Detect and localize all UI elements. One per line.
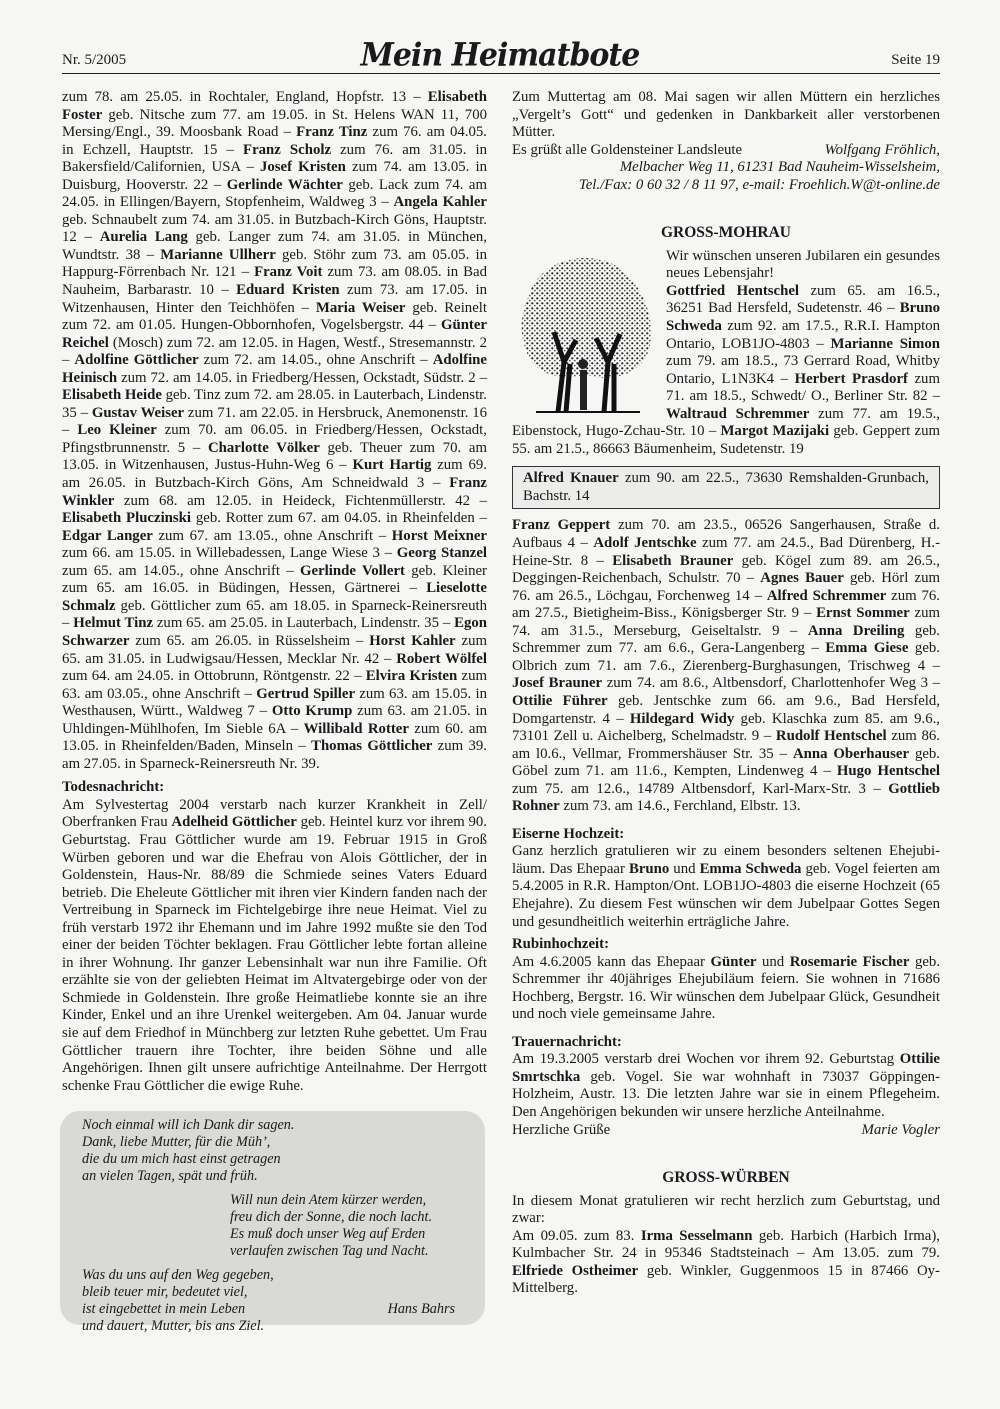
text-run: zum 74. am 8.6., Altbensdorf, Charlottenhofer Weg 3 – xyxy=(602,675,940,692)
text-run: zum 74. am 13.05. in Duisburg, Hooverstr. 22 – xyxy=(62,159,488,193)
person-name: Adolf Jentschke xyxy=(593,535,697,552)
person-name: Marianne Simon xyxy=(830,335,940,352)
gross-mohrau-intro: Wir wünschen unseren Jubilaren ein gesundes neues Lebensjahr! xyxy=(666,247,940,282)
text-run: geb. Kleiner zum 65. am 16.05. in Büdingen, Hessen, Gärtnerei – xyxy=(62,562,487,597)
poem-line: Noch einmal will ich Dank dir sagen. xyxy=(82,1117,295,1134)
text-run: zum 90. am 22.5., 73630 Remshalden-Grunbach, Bachstr. 14 xyxy=(523,470,929,504)
poem-box xyxy=(60,1111,485,1335)
poem-line: Es muß doch unser Weg auf Erden xyxy=(230,1226,426,1243)
text-run: geb. Geppert zum 55. am 21.5., 86663 Bäumenheim, Sudetenstr. 19 xyxy=(512,423,940,457)
poem-author: Hans Bahrs xyxy=(387,1301,455,1318)
gross-mohrau-more-birthdays xyxy=(512,517,940,815)
poem-line: freu dich der Sonne, die noch lacht. xyxy=(230,1209,432,1226)
mourning-signature-row xyxy=(512,1122,940,1140)
person-name: Elisabeth Foster xyxy=(62,89,487,123)
person-name: Helmut Tinz xyxy=(73,615,154,632)
person-name: Gerlinde Vollert xyxy=(300,562,405,579)
person-name: Georg Stanzel xyxy=(396,545,487,562)
text-run: Am 19.3.2005 verstarb drei Wochen vor ihrem 92. Geburtstag xyxy=(512,1051,900,1068)
person-name: Herbert Prasdorf xyxy=(794,370,908,387)
text-run: geb. Tinz zum 72. am 28.05. in Lauterbach, Lindenstr. 35 – xyxy=(62,387,487,421)
text-run: und xyxy=(756,953,790,970)
person-name: Robert Wölfel xyxy=(396,650,487,667)
person-name: Agnes Bauer xyxy=(760,570,844,587)
text-run: zum 69. am 26.05. in Butzbach-Kirch Göns, Am Schneidwald 3 – xyxy=(62,457,487,492)
person-name: Adolfine Heinisch xyxy=(62,352,487,386)
person-name: Bruno Schweda xyxy=(666,300,940,335)
person-name: Anna Dreiling xyxy=(807,622,905,639)
poem-stanza-2 xyxy=(230,1192,432,1260)
text-run: geb. Schremmer ihr 40jähriges Ehejubiläum feiern. Sie wohnen in 71686 Hochberg, Bergstr. 16. Wir wünschen dem Jubelpaar Glück, Gesundheit und noch viele gemeinsame Jahre. xyxy=(512,953,941,1023)
highlighted-birthday-box xyxy=(512,466,940,509)
text-run: Ganz herzlich gratulieren wir zu einem besonders seltenen Ehejubiläum. Das Ehepaar xyxy=(512,843,940,877)
text-run: geb. Nitsche zum 77. am 19.05. in St. Helens WAN 11, 700 Mersing/Engl., 39. Moosbank Road – xyxy=(62,106,487,141)
person-name: Charlotte Völker xyxy=(207,439,320,456)
person-name: Maria Weiser xyxy=(315,299,406,316)
iron-wedding-body xyxy=(512,843,940,931)
person-name: Franz Tinz xyxy=(296,124,368,141)
text-run: geb. Stöhr zum 73. am 05.05. in Happurg-Förrenbach Nr. 121 – xyxy=(62,246,487,281)
text-run: geb. Göttlicher zum 65. am 18.05. in Sparneck-Reinersreuth – xyxy=(62,597,487,632)
person-name: Alfred Knauer xyxy=(523,470,619,487)
header-divider xyxy=(62,73,940,74)
page-number: Seite 19 xyxy=(891,52,940,68)
person-name: Franz Scholz xyxy=(243,141,332,158)
text-run: zum 71. am 22.05. in Hersbruck, Anemonenstr. 16 – xyxy=(62,404,488,439)
person-name: Irma Sesselmann xyxy=(640,1227,753,1244)
person-name: Josef Kristen xyxy=(259,159,346,176)
person-name: Gustav Weiser xyxy=(91,404,185,421)
person-name: Angela Kahler xyxy=(393,194,487,211)
text-run: zum 76. am 27.5., Bietigheim-Biss., Königsberger Str. 9 – xyxy=(512,587,941,622)
ruby-wedding-heading: Rubinhochzeit: xyxy=(512,936,610,953)
text-run: geb. Olbrich zum 71. am 7.6., Zierenberg-Burghasungen, Trischweg 4 – xyxy=(512,640,940,674)
person-name: Gottlieb Rohner xyxy=(512,780,940,815)
person-name: Emma Schweda xyxy=(699,860,802,877)
text-run: geb. Vogel feierten am 5.4.2005 in R.R. Hampton/Ont. LOB1JO-4803 die eiserne Hochzeit (65 Ehejahre). Zu diesem Fest wünschen wir dem Jubelpaar Gottes Segen und gesundheitlich weiterhin erträgliche Jahre. xyxy=(512,860,940,930)
person-name: Waltraud Schremmer xyxy=(666,405,810,422)
text-run: geb. Jentschke zum 66. am 9.6., Bad Hersfeld, Domgartenstr. 4 – xyxy=(512,692,940,727)
text-run: zum 70. am 06.05. in Friedberg/Hessen, Ockstadt, Pfingstbrunnenstr. 5 – xyxy=(62,422,487,456)
mourning-heading: Trauernachricht: xyxy=(512,1033,622,1050)
text-run: zum 65. am 14.05., ohne Anschrift – xyxy=(62,562,301,579)
person-name: Gottfried Hentschel xyxy=(666,282,800,299)
person-name: Marianne Ullherr xyxy=(160,246,276,263)
text-run: zum 77. am 19.5., Eibenstock, Hugo-Zchau-Str. 10 – xyxy=(512,405,940,440)
greeting: Es grüßt alle Goldensteiner Landsleute xyxy=(512,141,743,158)
text-run: zum 73. am 17.05. in Witzenhausen, Hinter den Teichhöfen – xyxy=(62,282,488,316)
person-name: Ottilie Führer xyxy=(512,692,608,709)
person-name: Horst Kahler xyxy=(369,632,456,649)
person-name: Bruno xyxy=(628,860,670,877)
text-run: geb. Schnaubelt zum 74. am 31.05. in Butzbach-Kirch Göns, Hauptstr. 12 – xyxy=(62,211,487,246)
person-name: Gerlinde Wächter xyxy=(226,176,343,193)
person-name: Günter Reichel xyxy=(62,317,487,351)
person-name: Günter xyxy=(710,953,757,970)
person-name: Alfred Schremmer xyxy=(766,587,887,604)
person-name: Kurt Hartig xyxy=(352,457,432,474)
poem-line: die du um mich hast einst getragen xyxy=(82,1151,281,1168)
text-run: geb. Lack zum 74. am 24.05. in Ellingen/Bayern, Stopfenheim, Waldweg 3 – xyxy=(62,176,487,211)
section-title-gross-mohrau: GROSS-MOHRAU xyxy=(660,224,792,242)
text-run: geb. Reinelt zum 72. am 01.05. Hungen-Obbornhofen, Vogelsbergstr. 44 – xyxy=(62,299,487,334)
poem-stanza-3 xyxy=(82,1267,274,1335)
text-run: zum 65. am 26.05. in Rüsselsheim – xyxy=(129,632,370,649)
person-name: Josef Brauner xyxy=(512,675,603,692)
text-run: zum 65. am 16.5., 36251 Bad Hersfeld, Sudetenstr. 46 – xyxy=(666,282,940,317)
tree-illustration xyxy=(516,252,656,417)
person-name: Rosemarie Fischer xyxy=(789,953,910,970)
person-name: Adolfine Göttlicher xyxy=(74,352,199,369)
text-run: geb. Langer zum 74. am 31.05. in München, Wundtstr. 38 – xyxy=(62,229,487,263)
text-run: geb. Vogel. Sie war wohnhaft in 73037 Göppingen-Holzheim, Austr. 13. Die letzten Jahre war sie in einem Pflegeheim. Den Angehörigen bekunden wir unsere herzliche Anteilnahme. xyxy=(512,1068,940,1120)
text-run: geb. Göbel zum 71. am 11.6., Kempten, Lindenweg 4 – xyxy=(512,745,941,780)
poem-line: an vielen Tagen, spät und früh. xyxy=(82,1168,258,1185)
poem-line: Dank, liebe Mutter, für die Müh’, xyxy=(82,1134,271,1151)
person-name: Gertrud Spiller xyxy=(256,685,356,702)
mourning-signature: Marie Vogler xyxy=(861,1121,940,1138)
poem-line: Was du uns auf den Weg gegeben, xyxy=(82,1267,274,1284)
death-notice-body xyxy=(62,797,487,1095)
signature-address: Melbacher Weg 11, 61231 Bad Nauheim-Wisselsheim, xyxy=(619,159,940,176)
text-run: geb. Rotter zum 67. am 04.05. in Rheinfelden – xyxy=(191,510,487,527)
person-name: Elisabeth Pluczinski xyxy=(62,510,192,527)
text-run: geb. Theuer zum 70. am 13.05. in Witzenhausen, Justus-Huhn-Weg 6 – xyxy=(62,439,488,474)
text-run: zum 63. am 15.05. in Westhausen, Württ., Waldweg 7 – xyxy=(62,685,487,720)
poem-line: bleib teuer mir, bedeutet viel, xyxy=(82,1284,248,1301)
poem-line: verlaufen zwischen Tag und Nacht. xyxy=(230,1243,429,1260)
person-name: Egon Schwarzer xyxy=(62,615,487,649)
ruby-wedding-body xyxy=(512,954,940,1024)
birthday-list xyxy=(62,89,487,773)
death-notice-heading: Todesnachricht: xyxy=(62,779,165,796)
poem-stanza-1 xyxy=(82,1117,294,1185)
person-name: Franz Geppert xyxy=(512,517,611,534)
text-run: zum 76. am 31.05. in Bakersfield/Californien, USA – xyxy=(62,141,488,176)
text-run: zum 68. am 12.05. in Heideck, Fichtenmüllerstr. 42 – xyxy=(114,492,487,509)
text-run: zum 39. am 27.05. in Sparneck-Reinersreuth Nr. 39. xyxy=(62,738,487,772)
right-column xyxy=(512,89,940,1298)
text-run: zum 78. am 25.05. in Rochtaler, England, Hopfstr. 13 – xyxy=(62,89,428,105)
person-name: Margot Mazijaki xyxy=(720,423,830,440)
text-run: zum 64. am 24.05. in Ottobrunn, Röntgenstr. 22 – xyxy=(62,668,366,685)
text-run: zum 75. am 12.6., 14789 Altbensdorf, Karl-Marx-Str. 3 – xyxy=(512,780,889,797)
person-name: Hildegard Widy xyxy=(629,710,735,727)
person-name: Thomas Göttlicher xyxy=(311,738,433,755)
person-name: Elisabeth Brauner xyxy=(612,552,734,569)
text-run: Am 09.05. zum 83. xyxy=(512,1227,635,1244)
person-name: Anna Oberhauser xyxy=(792,745,910,762)
signature-name: Wolfgang Fröhlich, xyxy=(824,141,940,158)
text-run: Am Sylvestertag 2004 verstarb nach kurzer Krankheit in Zell/ Oberfranken Frau xyxy=(62,796,487,831)
person-name: Hugo Hentschel xyxy=(836,763,940,780)
text-run: zum 65. am 25.05. in Lauterbach, Lindenstr. 35 – xyxy=(153,615,455,632)
person-name: Ottilie Smrtschka xyxy=(512,1051,940,1085)
iron-wedding-heading: Eiserne Hochzeit: xyxy=(512,825,625,842)
text-run: zum 72. am 14.05., ohne Anschrift – xyxy=(198,352,433,369)
text-run: geb. Hörl zum 76. am 26.5., Löchgau, Forchenweg 14 – xyxy=(512,570,940,604)
text-run: zum 72. am 14.05. in Friedberg/Hessen, Ockstadt, Südstr. 2 – xyxy=(117,369,487,386)
newspaper-logo: Mein Heimatbote xyxy=(360,37,640,74)
poem-line: und dauert, Mutter, bis ans Ziel. xyxy=(82,1318,265,1335)
text-run: zum 71. am 18.5., Schwedt/ O., Berliner Str. 82 – xyxy=(666,370,940,405)
text-run: und xyxy=(669,860,700,877)
text-run: zum 74. am 31.5., Merseburg, Geiseltalstr. 9 – xyxy=(512,605,940,639)
section-title-gross-wuerben: GROSS-WÜRBEN xyxy=(662,1169,790,1187)
text-run: zum 76. am 04.05. in Echzell, Hauptstr. 15 – xyxy=(62,124,487,158)
text-run: zum 63. am 03.05., ohne Anschrift – xyxy=(62,668,488,702)
person-name: Franz Winkler xyxy=(62,475,487,509)
text-run: zum 63. am 21.05. in Uhldingen-Mühlhofen, Im Sieble 6A – xyxy=(62,703,488,737)
text-run: Am 4.6.2005 kann das Ehepaar xyxy=(512,953,711,970)
person-name: Aurelia Lang xyxy=(99,229,188,246)
text-run: geb. Winkler, Guggenmoos 15 in 87466 Oy-Mittelberg. xyxy=(512,1262,940,1297)
person-name: Eduard Kristen xyxy=(236,282,340,299)
person-name: Elfriede Ostheimer xyxy=(512,1262,639,1279)
text-run: zum 65. am 31.05. in Ludwigsau/Hessen, Mecklar Nr. 42 – xyxy=(62,632,487,667)
signature-contact: Tel./Fax: 0 60 32 / 8 11 97, e-mail: Froehlich.W@t-online.de xyxy=(578,176,940,193)
text-run: zum 67. am 13.05., ohne Anschrift – xyxy=(152,527,392,544)
person-name: Otto Krump xyxy=(271,703,353,720)
person-name: Emma Giese xyxy=(825,640,909,657)
person-name: Adelheid Göttlicher xyxy=(171,814,297,831)
text-run: In diesem Monat gratulieren wir recht herzlich zum Geburtstag, und zwar: xyxy=(512,1192,940,1227)
person-name: Edgar Langer xyxy=(62,527,153,544)
text-run: zum 86. am l0.6., Vellmar, Frommershäuser Str. 35 – xyxy=(512,728,941,762)
text-run: zum 66. am 15.05. in Willebadessen, Lange Wiese 3 – xyxy=(62,545,397,562)
person-name: Willibald Rotter xyxy=(303,720,409,737)
text-run: zum 60. am 13.05. in Rheinfelden/Baden, Minseln – xyxy=(62,720,487,755)
mothers-day-message: Zum Muttertag am 08. Mai sagen wir allen Müttern ein herzliches „Vergelt’s Gott“ und gedenken in Dankbarkeit aller verstorbenen Mütter. xyxy=(512,89,940,141)
greeting-row xyxy=(512,142,940,160)
person-name: Lieselotte Schmalz xyxy=(62,580,487,614)
text-run: geb. Klaschka zum 85. am 9.6., 73101 Zell u. Aichelberg, Schelmadstr. 9 – xyxy=(512,710,940,745)
text-run: (Mosch) zum 72. am 12.05. in Hagen, Westf., Stresemannstr. 2 – xyxy=(62,334,487,369)
issue-number: Nr. 5/2005 xyxy=(62,52,127,68)
person-name: Franz Voit xyxy=(254,264,323,281)
text-run: geb. Kögel zum 89. am 26.5., Deggingen-Reichenbach, Schulstr. 70 – xyxy=(512,552,940,587)
text-run: geb. Heintel kurz vor ihrem 90. Geburtstag. Frau Göttlicher wurde am 19. Februar 1915 in Groß Würben geboren und war die Ehefrau von Alois Göttlicher, der in Goldenstein, Haus-Nr. 88/89 die Schmiede seines Vaters Eduard betrieb. Die Eheleute Göttlicher mit ihren vier Kindern fanden nach der Vertreibung in Sparneck im Fichtelgebirge ihre neue Heimat. Viel zu früh verstarb 1972 ihr Ehemann und im Jahre 1992 mußte sie den Tod einer der beiden Töchter beklagen. Frau Göttlicher lebte fortan alleine in ihrer Wohnung. Ihr ganzer Lebensinhalt war nun ihre Familie. Oft erzählte sie von der geliebten Heimat im Altvatergebirge oder von der Schmiede in Goldenstein. Ihre große Heimatliebe konnte sie an ihre Kinder, Enkel und an ihre Urenkel weitergeben. Am 04. Januar wurde sie auf dem Friedhof in Münchberg zur letzten Ruhe gebettet. Um Frau Göttlicher trauern ihre Tochter, ihre beiden Söhne und alle Angehörigen. Ihnen gilt unsere aufrichtige Anteilnahme. Der Herrgott schenke Frau Göttlicher die ewige Ruhe. xyxy=(62,814,487,1094)
person-name: Elvira Kristen xyxy=(365,668,458,685)
person-name: Ernst Sommer xyxy=(816,605,910,622)
text-run: zum 73. am 08.05. in Bad Nauheim, Barbarastr. 10 – xyxy=(62,264,488,299)
text-run: zum 73. am 14.6., Ferchland, Elbstr. 13. xyxy=(559,798,801,815)
mourning-closing: Herzliche Grüße xyxy=(512,1121,611,1138)
text-run: zum 92. am 17.5., R.R.I. Hampton Ontario, LOB1JO-4803 – xyxy=(666,318,940,352)
person-name: Rudolf Hentschel xyxy=(775,728,887,745)
text-run: zum 77. am 24.5., Bad Dürenberg, H.-Heine-Str. 8 – xyxy=(512,535,941,569)
poem-line: ist eingebettet in mein Leben xyxy=(82,1301,246,1318)
text-run: geb. Harbich (Harbich Irma), Kulmbacher Str. 24 in 95346 Stadtsteinach – Am 13.05. zum 79. xyxy=(512,1227,940,1262)
left-column xyxy=(62,89,488,1335)
person-name: Leo Kleiner xyxy=(77,422,157,439)
text-run: zum 70. am 23.5., 06526 Sangerhausen, Straße d. Aufbaus 4 – xyxy=(512,517,940,552)
poem-line: Will nun dein Atem kürzer werden, xyxy=(230,1192,427,1209)
text-run: geb. Schremmer zum 77. am 6.6., Gera-Langenberg – xyxy=(512,622,940,657)
gross-wuerben-body xyxy=(512,1193,940,1298)
person-name: Horst Meixner xyxy=(391,527,487,544)
person-name: Elisabeth Heide xyxy=(62,387,162,404)
text-run: zum 79. am 18.5., 73 Gerrard Road, Whitby Ontario, L1N3K4 – xyxy=(666,353,940,387)
mourning-body xyxy=(512,1051,940,1121)
